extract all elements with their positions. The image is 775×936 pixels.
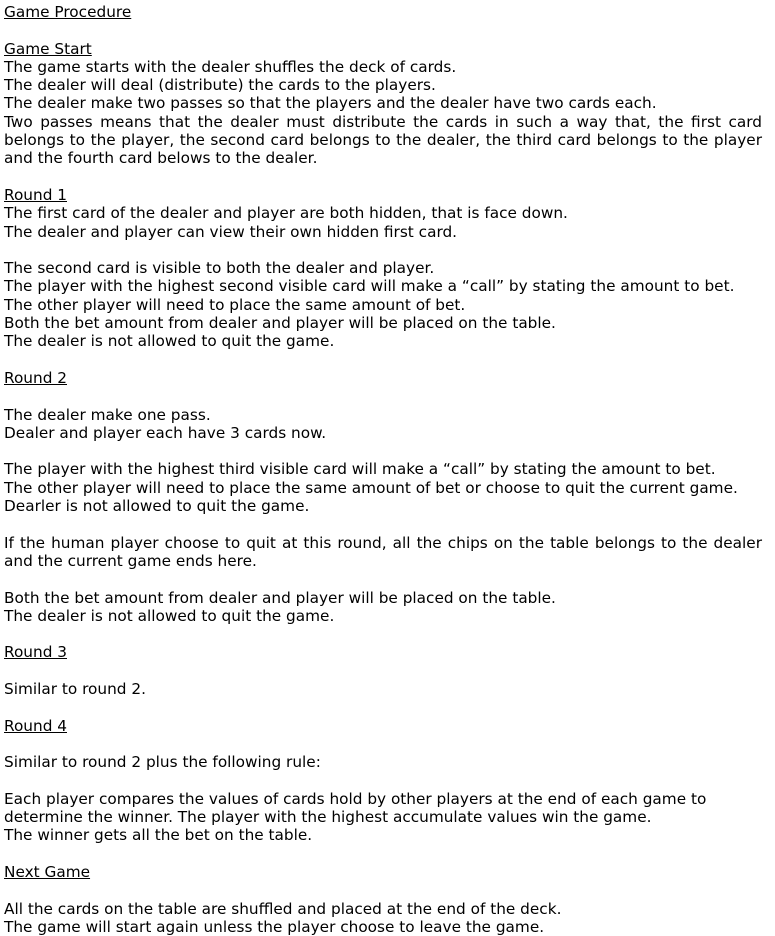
game-start-paragraph: Two passes means that the dealer must distribute the cards in such a way that, the first card belongs to the player, the second card belongs to the dealer, the third card belongs to the player and the fourth card belows to the dealer. <box>4 112 762 168</box>
round-1-line: The dealer and player can view their own hidden first card. <box>4 222 458 241</box>
game-start-line: The game starts with the dealer shuffles the deck of cards. <box>4 57 457 76</box>
round-3-text: Similar to round 2. <box>4 679 146 698</box>
spacer <box>4 168 762 186</box>
round-2-line: Dealer and player each have 3 cards now. <box>4 423 327 442</box>
round-2-line: The player with the highest third visible card will make a “call” by stating the amount to bet. <box>4 460 716 479</box>
spacer <box>4 881 762 899</box>
spacer <box>4 241 762 259</box>
section-heading-round-4: Round 4 <box>4 716 67 735</box>
round-2-paragraph: If the human player choose to quit at this round, all the chips on the table belongs to the dealer and the current game ends here. <box>4 533 762 570</box>
round-4-text: Similar to round 2 plus the following rule: <box>4 753 321 772</box>
round-1-line: The other player will need to place the same amount of bet. <box>4 295 466 314</box>
round-1-line: The first card of the dealer and player are both hidden, that is face down. <box>4 204 568 223</box>
round-1-line: The dealer is not allowed to quit the game. <box>4 332 335 351</box>
spacer <box>4 771 762 789</box>
spacer <box>4 515 762 533</box>
spacer <box>4 625 762 643</box>
game-start-line: The dealer will deal (distribute) the cards to the players. <box>4 76 436 95</box>
section-heading-next-game: Next Game <box>4 862 91 881</box>
document-body <box>4 3 762 936</box>
section-heading-round-3: Round 3 <box>4 643 67 662</box>
round-4-line: The winner gets all the bet on the table. <box>4 826 313 845</box>
round-2-line: The dealer make one pass. <box>4 405 211 424</box>
round-4-line: Each player compares the values of cards hold by other players at the end of each game to <box>4 789 707 808</box>
spacer <box>4 442 762 460</box>
section-heading-round-2: Round 2 <box>4 368 67 387</box>
round-1-line: Both the bet amount from dealer and player will be placed on the table. <box>4 314 556 333</box>
game-start-line: The dealer make two passes so that the players and the dealer have two cards each. <box>4 94 657 113</box>
spacer <box>4 698 762 716</box>
spacer <box>4 387 762 405</box>
spacer <box>4 735 762 753</box>
spacer <box>4 570 762 588</box>
spacer <box>4 662 762 680</box>
next-game-line: The game will start again unless the player choose to leave the game. <box>4 917 545 936</box>
spacer <box>4 21 762 39</box>
round-2-line: Dearler is not allowed to quit the game. <box>4 497 310 516</box>
page-title: Game Procedure <box>4 3 132 21</box>
round-1-line: The second card is visible to both the dealer and player. <box>4 259 435 278</box>
section-heading-round-1: Round 1 <box>4 185 67 204</box>
round-2-line: Both the bet amount from dealer and player will be placed on the table. <box>4 588 556 607</box>
round-1-line: The player with the highest second visible card will make a “call” by stating the amount to bet. <box>4 277 735 296</box>
spacer <box>4 351 762 369</box>
round-2-line: The other player will need to place the same amount of bet or choose to quit the current game. <box>4 478 738 497</box>
section-heading-game-start: Game Start <box>4 39 92 58</box>
round-4-line: determine the winner. The player with the highest accumulate values win the game. <box>4 808 652 827</box>
next-game-line: All the cards on the table are shuffled and placed at the end of the deck. <box>4 899 562 918</box>
spacer <box>4 845 762 863</box>
round-2-line: The dealer is not allowed to quit the game. <box>4 606 335 625</box>
